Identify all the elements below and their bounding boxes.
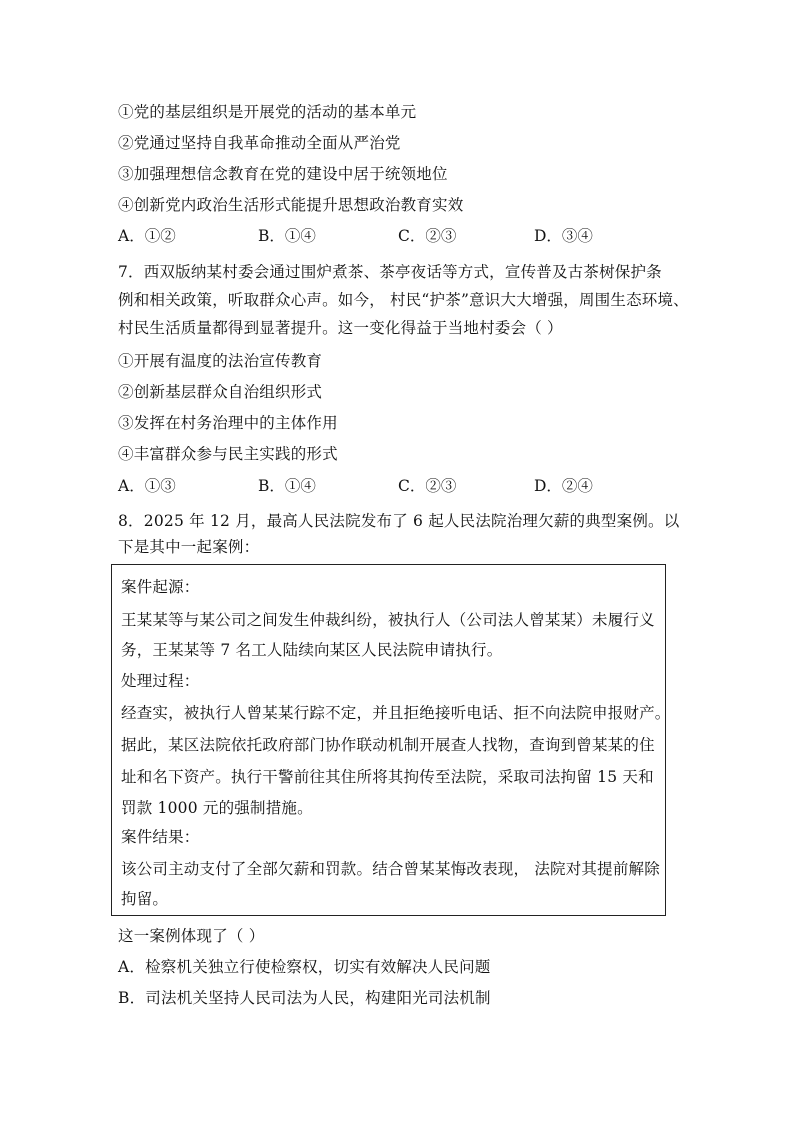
q6-option-c[interactable]: C．②③ <box>398 227 457 245</box>
q7-statement-4: ④丰富群众参与民主实践的形式 <box>118 445 338 463</box>
q8-option-a[interactable]: A．检察机关独立行使检察权，切实有效解决人民问题 <box>118 958 491 976</box>
case-origin-line-2: 务，王某某等 7 名工人陆续向某区人民法院申请执行。 <box>121 641 503 659</box>
q6-option-d[interactable]: D．③④ <box>534 227 593 245</box>
q6-statement-3: ③加强理想信念教育在党的建设中居于统领地位 <box>118 165 448 183</box>
q8-stem-line-1: 8．2025 年 12 月，最高人民法院发布了 6 起人民法院治理欠薪的典型案例。以 <box>118 512 680 530</box>
q7-option-c[interactable]: C．②③ <box>398 477 457 495</box>
q7-option-b[interactable]: B．①④ <box>258 477 316 495</box>
q7-option-d[interactable]: D．②④ <box>534 477 593 495</box>
q8-stem-line-2: 下是其中一起案例： <box>118 538 260 556</box>
q6-statement-1: ①党的基层组织是开展党的活动的基本单元 <box>118 103 417 121</box>
q7-stem-line-2: 例和相关政策，听取群众心声。如今， 村民“护茶”意识大大增强，周围生态环境、 <box>118 291 689 309</box>
q6-option-b[interactable]: B．①④ <box>258 227 316 245</box>
case-result-heading: 案件结果： <box>121 828 200 846</box>
q7-stem-line-3: 村民生活质量都得到显著提升。这一变化得益于当地村委会（ ） <box>118 319 563 337</box>
q6-option-a[interactable]: A．①② <box>118 227 176 245</box>
case-process-line-3: 址和名下资产。执行干警前往其住所将其拘传至法院，采取司法拘留 15 天和 <box>121 768 654 786</box>
q6-statement-2: ②党通过坚持自我革命推动全面从严治党 <box>118 134 401 152</box>
case-process-line-2: 据此，某区法院依托政府部门协作联动机制开展查人找物，查询到曾某某的住 <box>121 736 655 754</box>
q7-statement-3: ③发挥在村务治理中的主体作用 <box>118 414 338 432</box>
q8-question: 这一案例体现了（ ） <box>118 927 265 945</box>
q7-stem-line-1: 7．西双版纳某村委会通过围炉煮茶、茶亭夜话等方式，宣传普及古茶树保护条 <box>118 263 662 281</box>
case-box <box>111 564 671 916</box>
case-result-line-2: 拘留。 <box>121 890 169 908</box>
q8-option-b[interactable]: B．司法机关坚持人民司法为人民，构建阳光司法机制 <box>118 989 491 1007</box>
case-origin-line-1: 王某某等与某公司之间发生仲裁纠纷，被执行人（公司法人曾某某）未履行义 <box>121 611 655 629</box>
case-process-line-1: 经查实，被执行人曾某某行踪不定，并且拒绝接听电话、拒不向法院申报财产。 <box>121 704 671 722</box>
case-origin-heading: 案件起源： <box>121 578 200 596</box>
case-process-heading: 处理过程： <box>121 672 200 690</box>
q7-statement-2: ②创新基层群众自治组织形式 <box>118 383 323 401</box>
q6-statement-4: ④创新党内政治生活形式能提升思想政治教育实效 <box>118 196 464 214</box>
case-process-line-4: 罚款 1000 元的强制措施。 <box>121 799 313 817</box>
q7-option-a[interactable]: A．①③ <box>118 477 176 495</box>
q7-statement-1: ①开展有温度的法治宣传教育 <box>118 352 323 370</box>
case-result-line-1: 该公司主动支付了全部欠薪和罚款。结合曾某某悔改表现， 法院对其提前解除 <box>121 860 660 878</box>
